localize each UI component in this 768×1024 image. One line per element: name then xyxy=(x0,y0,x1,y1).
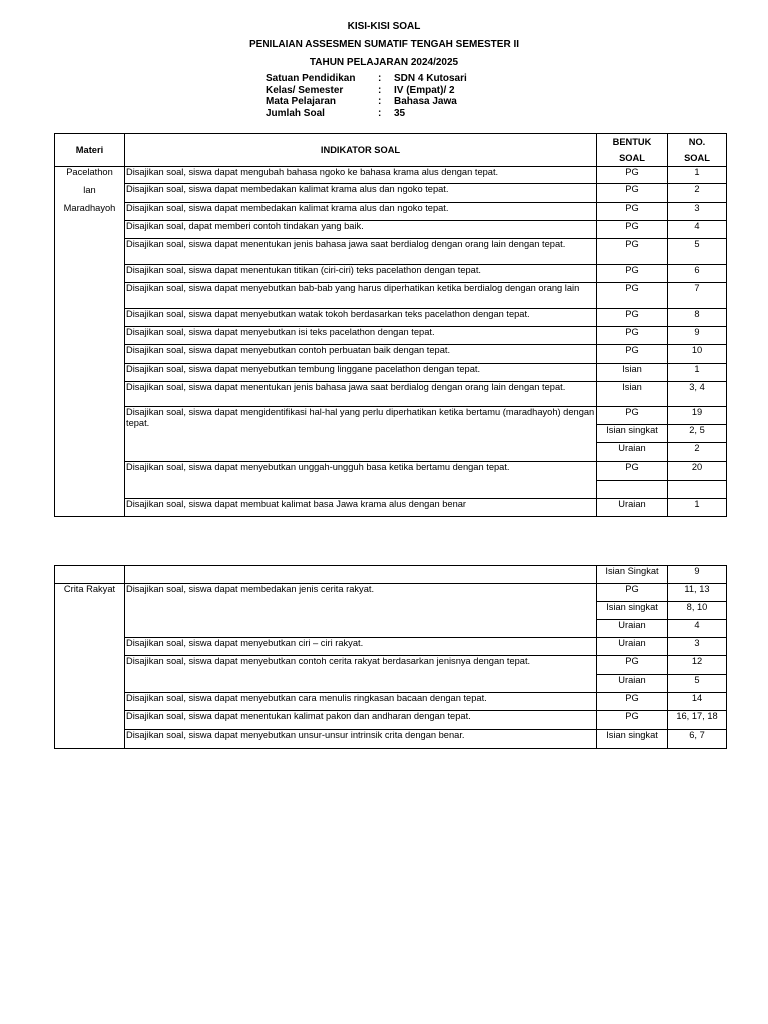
no-cell: 8 xyxy=(668,309,727,327)
table-row xyxy=(55,283,727,309)
table-row xyxy=(55,462,727,481)
info-label: Jumlah Soal xyxy=(266,107,325,119)
kisi-table-2 xyxy=(54,565,727,749)
no-cell xyxy=(668,481,727,499)
table-row xyxy=(55,638,727,656)
table-row xyxy=(55,239,727,265)
no-cell: 3, 4 xyxy=(668,382,727,407)
indikator-cell: Disajikan soal, siswa dapat menentukan jenis bahasa jawa saat berdialog dengan orang lain dengan tepat. xyxy=(125,239,597,265)
bentuk-cell: Isian xyxy=(597,364,668,382)
bentuk-cell: Uraian xyxy=(597,499,668,517)
no-cell: 9 xyxy=(668,327,727,345)
indikator-cell: Disajikan soal, siswa dapat membedakan kalimat krama alus dan ngoko tepat. xyxy=(125,203,597,221)
table-row xyxy=(55,167,727,184)
indikator-cell: Disajikan soal, siswa dapat menentukan titikan (ciri-ciri) teks pacelathon dengan tepat. xyxy=(125,265,597,283)
table-row xyxy=(55,345,727,364)
bentuk-cell: Isian xyxy=(597,382,668,407)
bentuk-cell: PG xyxy=(597,221,668,239)
indikator-cell: Disajikan soal, siswa dapat menentukan jenis bahasa jawa saat berdialog dengan orang lain dengan tepat. xyxy=(125,382,597,407)
header-indikator: INDIKATOR SOAL xyxy=(125,134,597,167)
no-cell: 6, 7 xyxy=(668,730,727,749)
indikator-cell: Disajikan soal, siswa dapat membedakan kalimat krama alus dan ngoko tepat. xyxy=(125,184,597,203)
bentuk-cell: PG xyxy=(597,309,668,327)
indikator-cell: Disajikan soal, siswa dapat menyebutkan unggah-ungguh basa ketika bertamu dengan tepat. xyxy=(125,462,597,499)
header-bentuk-line2: SOAL xyxy=(619,153,645,163)
table-row xyxy=(55,407,727,425)
table-row xyxy=(55,566,727,584)
bentuk-cell: Uraian xyxy=(597,675,668,693)
bentuk-cell: PG xyxy=(597,345,668,364)
table-row xyxy=(55,711,727,730)
bentuk-cell: PG xyxy=(597,265,668,283)
table-row xyxy=(55,309,727,327)
no-cell: 7 xyxy=(668,283,727,309)
info-row xyxy=(266,108,467,120)
no-cell: 2 xyxy=(668,184,727,203)
no-cell: 10 xyxy=(668,345,727,364)
doc-year: TAHUN PELAJARAN 2024/2025 xyxy=(309,57,459,68)
materi-cell xyxy=(55,566,125,584)
table-row xyxy=(55,584,727,602)
indikator-cell: Disajikan soal, siswa dapat menentukan kalimat pakon dan andharan dengan tepat. xyxy=(125,711,597,730)
document-header xyxy=(0,20,768,74)
indikator-cell: Disajikan soal, siswa dapat membedakan jenis cerita rakyat. xyxy=(125,584,597,638)
materi-text: Pacelathon xyxy=(66,167,113,177)
table-row xyxy=(55,382,727,407)
bentuk-cell: PG xyxy=(597,184,668,203)
materi-text: Maradhayoh xyxy=(63,203,116,213)
no-cell: 2, 5 xyxy=(668,425,727,443)
info-label: Mata Pelajaran xyxy=(266,96,337,107)
bentuk-cell: Uraian xyxy=(597,620,668,638)
school-info xyxy=(266,73,467,119)
table-row xyxy=(55,730,727,749)
header-no-soal xyxy=(668,134,727,167)
indikator-cell xyxy=(125,566,597,584)
info-row xyxy=(266,96,467,108)
indikator-cell: Disajikan soal, siswa dapat menyebutkan isi teks pacelathon dengan tepat. xyxy=(125,327,597,345)
indikator-cell: Disajikan soal, siswa dapat menyebutkan watak tokoh berdasarkan teks pacelathon dengan tepat. xyxy=(125,309,597,327)
no-cell: 4 xyxy=(668,620,727,638)
info-value: IV (Empat)/ 2 xyxy=(394,84,455,96)
header-no-line2: SOAL xyxy=(684,153,710,163)
table-row xyxy=(55,221,727,239)
bentuk-cell: PG xyxy=(597,203,668,221)
no-cell: 16, 17, 18 xyxy=(668,711,727,730)
info-sep: : xyxy=(378,84,382,96)
indikator-cell: Disajikan soal, siswa dapat menyebutkan ciri – ciri rakyat. xyxy=(125,638,597,656)
indikator-cell: Disajikan soal, dapat memberi contoh tindakan yang baik. xyxy=(125,221,597,239)
info-sep: : xyxy=(378,107,382,119)
bentuk-cell: PG xyxy=(597,167,668,184)
bentuk-cell: PG xyxy=(597,283,668,309)
indikator-cell: Disajikan soal, siswa dapat mengubah bahasa ngoko ke bahasa krama alus dengan tepat. xyxy=(125,167,597,184)
no-cell: 2 xyxy=(668,443,727,462)
info-sep: : xyxy=(378,96,382,107)
no-cell: 19 xyxy=(668,407,727,425)
info-label: Kelas/ Semester xyxy=(266,84,344,96)
indikator-cell: Disajikan soal, siswa dapat menyebutkan contoh cerita rakyat berdasarkan jenisnya dengan tepat. xyxy=(125,656,597,693)
table-row xyxy=(55,499,727,517)
info-sep: : xyxy=(378,73,382,84)
no-cell: 11, 13 xyxy=(668,584,727,602)
bentuk-cell xyxy=(597,481,668,499)
info-label: Satuan Pendidikan xyxy=(266,73,356,84)
doc-title: KISI-KISI SOAL xyxy=(347,21,421,32)
info-value: 35 xyxy=(394,107,406,119)
bentuk-cell: Isian singkat xyxy=(597,425,668,443)
info-value: Bahasa Jawa xyxy=(394,96,457,107)
no-cell: 6 xyxy=(668,265,727,283)
no-cell: 20 xyxy=(668,462,727,481)
no-cell: 14 xyxy=(668,693,727,711)
bentuk-cell: Isian Singkat xyxy=(597,566,668,584)
table-row xyxy=(55,364,727,382)
info-value: SDN 4 Kutosari xyxy=(394,73,467,84)
bentuk-cell: PG xyxy=(597,656,668,675)
bentuk-cell: PG xyxy=(597,239,668,265)
bentuk-cell: PG xyxy=(597,327,668,345)
table-row xyxy=(55,693,727,711)
table-row xyxy=(55,203,727,221)
bentuk-cell: Uraian xyxy=(597,443,668,462)
kisi-table-1 xyxy=(54,133,727,517)
table-row xyxy=(55,265,727,283)
doc-subtitle: PENILAIAN ASSESMEN SUMATIF TENGAH SEMESTER II xyxy=(248,39,520,50)
bentuk-cell: PG xyxy=(597,711,668,730)
header-bentuk-soal xyxy=(597,134,668,167)
indikator-cell: Disajikan soal, siswa dapat menyebutkan bab-bab yang harus diperhatikan ketika berdialog dengan orang lain xyxy=(125,283,597,309)
no-cell: 8, 10 xyxy=(668,602,727,620)
table-header-row xyxy=(55,134,727,167)
materi-text: lan xyxy=(83,185,96,195)
bentuk-cell: PG xyxy=(597,693,668,711)
no-cell: 9 xyxy=(668,566,727,584)
no-cell: 1 xyxy=(668,364,727,382)
no-cell: 4 xyxy=(668,221,727,239)
no-cell: 3 xyxy=(668,203,727,221)
no-cell: 5 xyxy=(668,675,727,693)
indikator-cell: Disajikan soal, siswa dapat menyebutkan cara menulis ringkasan bacaan dengan tepat. xyxy=(125,693,597,711)
table-row xyxy=(55,327,727,345)
header-materi: Materi xyxy=(55,134,125,167)
no-cell: 1 xyxy=(668,167,727,184)
table-row xyxy=(55,656,727,675)
bentuk-cell: Isian singkat xyxy=(597,730,668,749)
no-cell: 5 xyxy=(668,239,727,265)
indikator-cell: Disajikan soal, siswa dapat mengidentifikasi hal-hal yang perlu diperhatikan ketika bertamu (maradhayoh) dengan tepat. xyxy=(125,407,597,462)
materi-cell xyxy=(55,167,125,517)
indikator-cell: Disajikan soal, siswa dapat menyebutkan unsur-unsur intrinsik crita dengan benar. xyxy=(125,730,597,749)
no-cell: 3 xyxy=(668,638,727,656)
info-row xyxy=(266,85,467,97)
info-row xyxy=(266,73,467,85)
bentuk-cell: PG xyxy=(597,407,668,425)
header-no-line1: NO. xyxy=(688,137,706,147)
indikator-cell: Disajikan soal, siswa dapat menyebutkan contoh perbuatan baik dengan tepat. xyxy=(125,345,597,364)
bentuk-cell: PG xyxy=(597,584,668,602)
materi-cell: Crita Rakyat xyxy=(55,584,125,749)
no-cell: 1 xyxy=(668,499,727,517)
indikator-cell: Disajikan soal, siswa dapat menyebutkan tembung linggane pacelathon dengan tepat. xyxy=(125,364,597,382)
table-row xyxy=(55,184,727,203)
bentuk-cell: PG xyxy=(597,462,668,481)
indikator-cell: Disajikan soal, siswa dapat membuat kalimat basa Jawa krama alus dengan benar xyxy=(125,499,597,517)
bentuk-cell: Isian singkat xyxy=(597,602,668,620)
header-bentuk-line1: BENTUK xyxy=(612,137,652,147)
no-cell: 12 xyxy=(668,656,727,675)
bentuk-cell: Uraian xyxy=(597,638,668,656)
